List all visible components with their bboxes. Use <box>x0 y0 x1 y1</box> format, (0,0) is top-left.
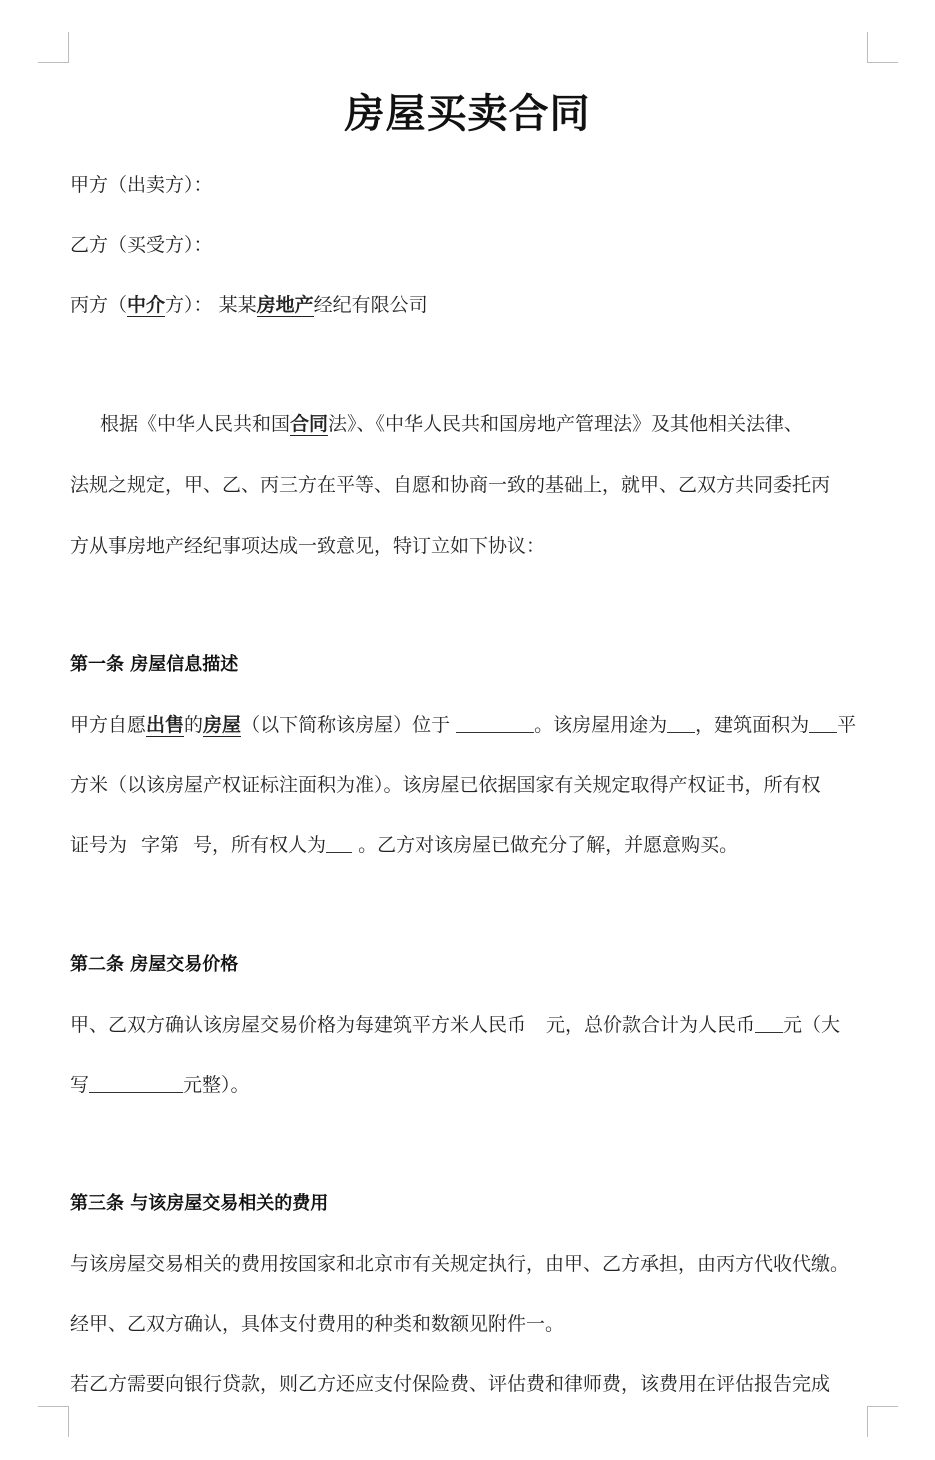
party-a-line <box>70 170 870 200</box>
art1-text-g: 平 <box>837 714 857 736</box>
article-3-heading: 第三条 与该房屋交易相关的费用 <box>70 1193 329 1214</box>
article-3-line-1: 与该房屋交易相关的费用按国家和北京市有关规定执行，由甲、乙方承担，由丙方代收代缴。 <box>70 1253 850 1275</box>
art2-text-write: 写 <box>70 1074 90 1096</box>
intro-line-1 <box>100 409 900 439</box>
total-price-blank[interactable] <box>755 1012 783 1033</box>
art2-text-b: 元，总价款合计为人民币 <box>546 1014 756 1036</box>
art2-text-a: 甲、乙双方确认该房屋交易价格为每建筑平方米人民币 <box>70 1014 527 1036</box>
art1-text-c: 的 <box>184 714 204 736</box>
article-1-heading: 第一条 房屋信息描述 <box>70 654 239 675</box>
art2-text-yuan: 元整）。 <box>183 1074 250 1096</box>
article-2-line-1 <box>70 1010 870 1040</box>
party-c-line <box>70 290 870 320</box>
party-c-pre: 丙方（ <box>70 294 128 316</box>
article-1-line-1 <box>70 710 870 740</box>
party-b-line <box>70 230 870 260</box>
article-1-line-3 <box>70 830 870 860</box>
party-c-company-highlight: 房地产 <box>256 294 314 316</box>
art1-sell: 出售 <box>146 714 185 736</box>
owner-blank[interactable] <box>326 832 352 853</box>
art1-text-f: ，建筑面积为 <box>695 714 810 736</box>
art1-cert-no: 证号为 <box>70 834 128 856</box>
article-3-line-3: 若乙方需要向银行贷款，则乙方还应支付保险费、评估费和律师费，该费用在评估报告完成 <box>70 1373 831 1395</box>
document-title: 房屋买卖合同 <box>344 91 591 137</box>
article-3-line-2: 经甲、乙双方确认，具体支付费用的种类和数额见附件一。 <box>70 1313 565 1335</box>
intro-line-2: 法规之规定，甲、乙、丙三方在平等、自愿和协商一致的基础上，就甲、乙双方共同委托丙 <box>70 474 831 496</box>
art1-text-end: 。乙方对该房屋已做充分了解，并愿意购买。 <box>352 834 739 856</box>
crop-mark-top-right <box>867 32 898 63</box>
article-1-line-2: 方米（以该房屋产权证标注面积为准）。该房屋已依据国家有关规定取得产权证书，所有权 <box>70 774 821 796</box>
article-2-heading: 第二条 房屋交易价格 <box>70 954 239 975</box>
art1-text-a: 甲方自愿 <box>70 714 147 736</box>
usage-blank[interactable] <box>667 712 695 733</box>
intro-l1-pre: 根据《中华人民共和国 <box>100 413 291 435</box>
art1-text-d: （以下简称该房屋）位于 <box>241 714 457 736</box>
capital-amount-blank[interactable] <box>89 1072 183 1093</box>
article-2-line-2 <box>70 1070 870 1100</box>
party-c-post: 经纪有限公司 <box>313 294 428 316</box>
art1-cert-zi: 字第 <box>141 834 180 856</box>
art1-text-e: 。该房屋用途为 <box>534 714 668 736</box>
location-blank[interactable] <box>456 712 534 733</box>
intro-l1-post: 法》、《中华人民共和国房地产管理法》及其他相关法律、 <box>328 413 804 435</box>
art1-owner: 号，所有权人为 <box>193 834 327 856</box>
crop-mark-bottom-right <box>867 1406 898 1437</box>
area-blank[interactable] <box>809 712 837 733</box>
crop-mark-top-left <box>38 32 69 63</box>
party-a-label: 甲方（出卖方）： <box>70 174 213 196</box>
party-b-label: 乙方（买受方）： <box>70 234 213 256</box>
party-c-mid: 方）： 某某 <box>165 294 257 316</box>
crop-mark-bottom-left <box>38 1406 69 1437</box>
art1-house: 房屋 <box>203 714 242 736</box>
intro-line-3: 方从事房地产经纪事项达成一致意见，特订立如下协议： <box>70 535 546 557</box>
intro-l1-contract: 合同 <box>290 413 329 435</box>
party-c-intermediary: 中介 <box>127 294 166 316</box>
art2-text-c: 元（大 <box>783 1014 841 1036</box>
